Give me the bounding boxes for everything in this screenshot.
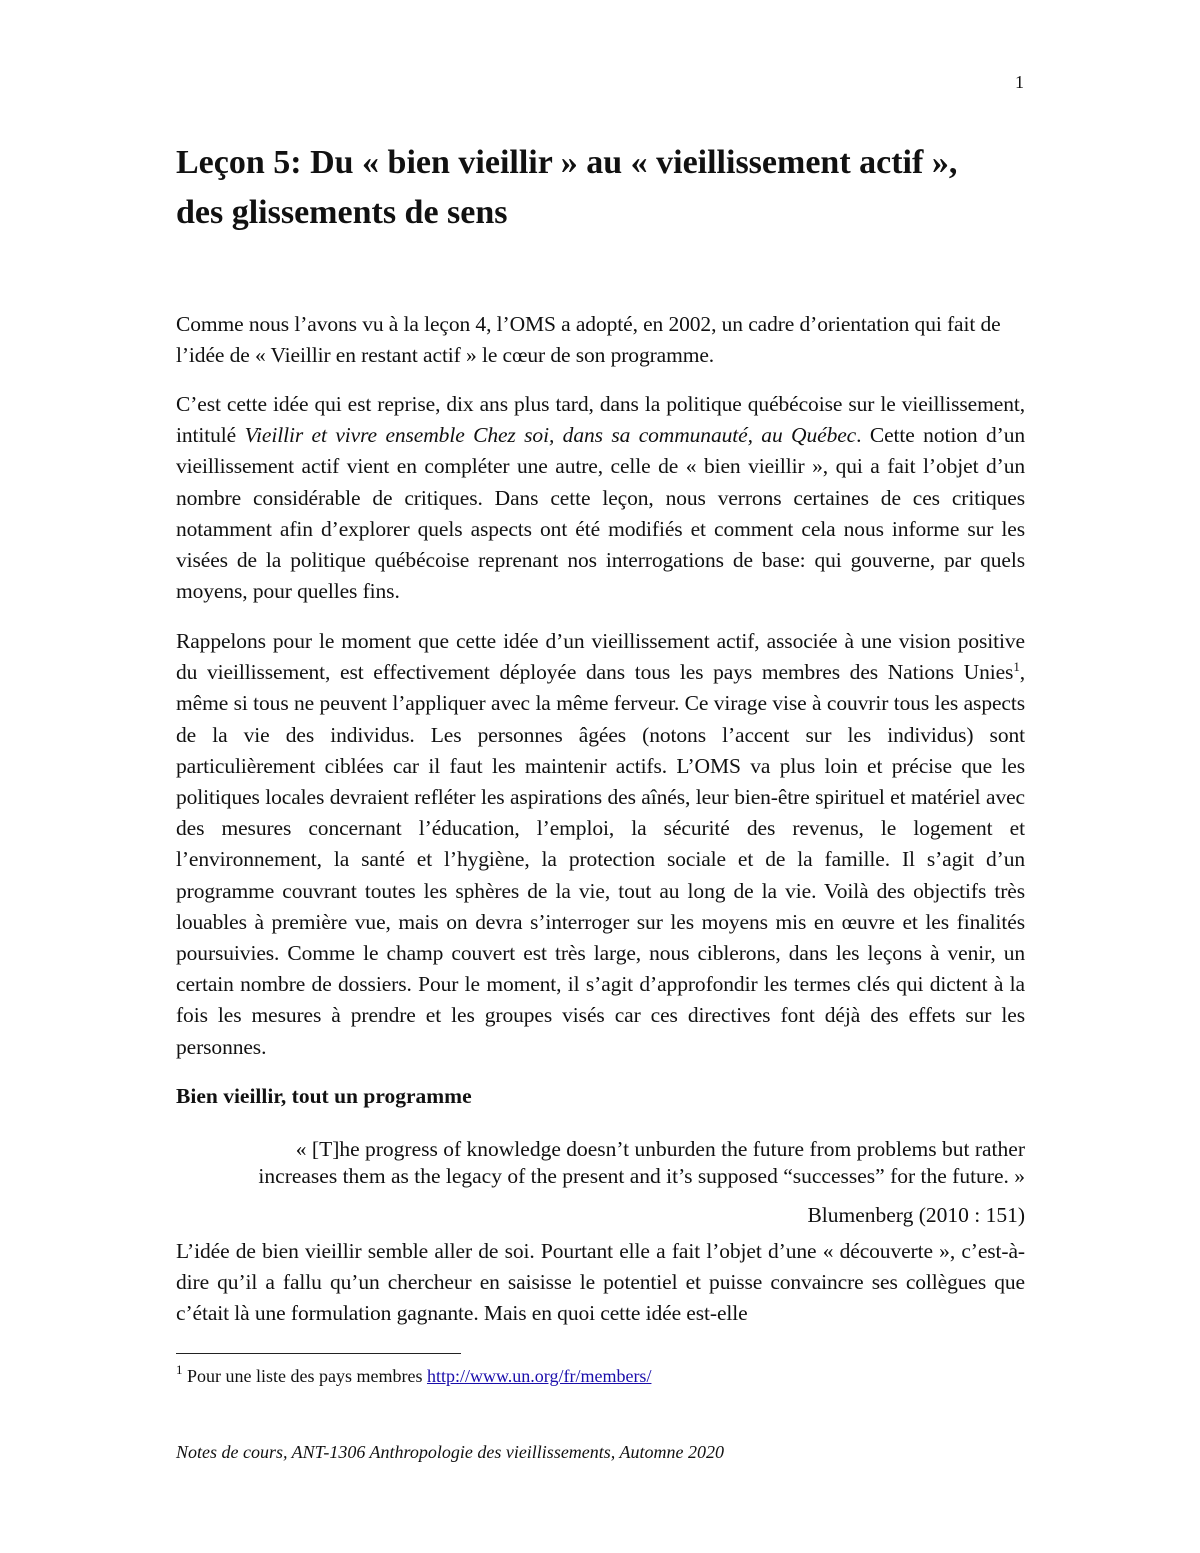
- footnote-separator: [176, 1353, 461, 1354]
- paragraph-un-members: [176, 626, 1025, 1063]
- footnote: [176, 1363, 1025, 1389]
- quote-attribution: Blumenberg (2010 : 151): [807, 1203, 1025, 1227]
- paragraph-text: . Cette notion d’un vieillissement actif vient en compléter une autre, celle de « bien vieillir », qui a fait l’objet d’un nombre considérable de critiques. Dans cette leçon, nous verrons certaines de ces critiques notamment afin d’explorer quels aspects ont été modifiés et comment cela nous informe sur les visées de la politique québécoise reprenant nos interrogations de base: qui gouverne, par quels moyens, pour quelles fins.: [176, 423, 1025, 604]
- epigraph-quote: [176, 1136, 1025, 1190]
- running-footer: Notes de cours, ANT-1306 Anthropologie des vieillissements, Automne 2020: [176, 1442, 724, 1462]
- paragraph-text: C’est cette idée qui est reprise, dix ans plus tard, dans la politique québécoise sur le vieillissement, intitulé: [176, 392, 1025, 448]
- paragraph-bien-vieillir: L’idée de bien vieillir semble aller de soi. Pourtant elle a fait l’objet d’une « découverte », c’est-à-dire qu’il a fallu qu’un chercheur en saisisse le potentiel et puisse convaincre ses collègues que c’était là une formulation gagnante. Mais en quoi cette idée est-elle: [176, 1239, 1025, 1326]
- page-title: [176, 138, 1036, 238]
- policy-title: Vieillir et vivre ensemble Chez soi, dans sa communauté, au Québec: [244, 423, 857, 448]
- quote-line-2: increases them as the legacy of the present and it’s supposed “successes” for the future. »: [258, 1164, 1025, 1188]
- paragraph-text: , même si tous ne peuvent l’appliquer avec la même ferveur. Ce virage vise à couvrir tous les aspects de la vie des individus. Les personnes âgées (notons l’accent sur les individus) sont particulièrement ciblées car il faut les maintenir actifs. L’OMS va plus loin et précise que les politiques locales devraient refléter les aspirations des aînés, leur bien-être spirituel et matériel avec des mesures concernant l’éducation, l’emploi, la sécurité des revenus, le logement et l’environnement, la santé et l’hygiène, la protection sociale et de la famille. Il s’agit d’un programme couvrant toutes les sphères de la vie, tout au long de la vie. Voilà des objectifs très louables à première vue, mais on devra s’interroger sur les moyens mis en œuvre et les finalités poursuivies. Comme le champ couvert est très large, nous ciblerons, dans les leçons à venir, un certain nombre de dossiers. Pour le moment, il s’agit d’approfondir les termes clés qui dictent à la fois les mesures à prendre et les groupes visés car ces directives font déjà des effets sur les personnes.: [176, 660, 1025, 1059]
- paragraph-text: Rappelons pour le moment que cette idée d’un vieillissement actif, associée à une vision positive du vieillissement, est effectivement déployée dans tous les pays membres des Nations Unies: [176, 629, 1025, 685]
- footnote-reference[interactable]: 1: [1013, 659, 1020, 675]
- footnote-link[interactable]: http://www.un.org/fr/members/: [426, 1366, 652, 1386]
- title-line-2: des glissements de sens: [176, 194, 508, 231]
- paragraph-quebec-policy: [176, 389, 1025, 607]
- section-heading: Bien vieillir, tout un programme: [176, 1084, 472, 1108]
- footnote-marker: 1: [176, 1362, 183, 1377]
- footnote-text: Pour une liste des pays membres: [182, 1366, 427, 1386]
- title-line-1: Leçon 5: Du « bien vieillir » au « vieillissement actif »,: [176, 144, 958, 181]
- paragraph-intro: Comme nous l’avons vu à la leçon 4, l’OMS a adopté, en 2002, un cadre d’orientation qui fait de l’idée de « Vieillir en restant actif » le cœur de son programme.: [176, 312, 1001, 368]
- quote-line-1: « [T]he progress of knowledge doesn’t unburden the future from problems but rather: [295, 1137, 1025, 1161]
- page-number: 1: [1015, 72, 1024, 92]
